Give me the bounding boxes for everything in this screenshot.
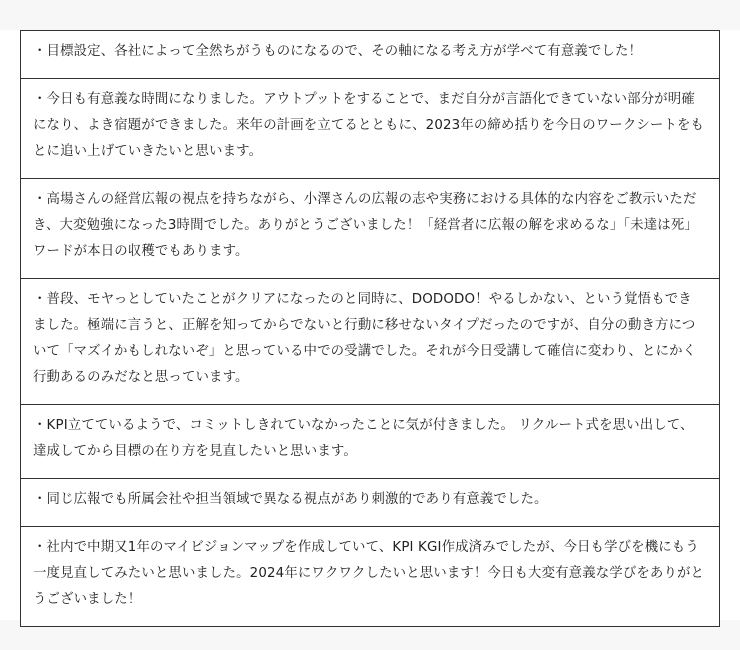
- comment-cell: ・社内で中期又1年のマイビジョンマップを作成していて、KPI KGI作成済みでしたが、今日も学びを機にもう一度見直してみたいと思いました。2024年にワクワクしたいと思います！今日も大変有意義な学びをありがとうございました！: [21, 527, 720, 627]
- table-row: [21, 279, 720, 405]
- comment-cell: ・KPI立てているようで、コミットしきれていなかったことに気が付きました。 リクルート式を思い出して、達成してから目標の在り方を見直したいと思います。: [21, 405, 720, 479]
- comment-cell: ・高場さんの経営広報の視点を持ちながら、小澤さんの広報の志や実務における具体的な内容をご教示いただき、大変勉強になった3時間でした。ありがとうございました！「経営者に広報の解を求めるな」「未達は死」ワードが本日の収穫でもあります。: [21, 179, 720, 279]
- table-row: [21, 179, 720, 279]
- comment-cell: ・目標設定、各社によって全然ちがうものになるので、その軸になる考え方が学べて有意義でした！: [21, 31, 720, 79]
- comment-cell: ・普段、モヤっとしていたことがクリアになったのと同時に、DODODO！やるしかない、という覚悟もできました。極端に言うと、正解を知ってからでないと行動に移せないタイプだったのですが、自分の動き方について「マズイかもしれないぞ」と思っている中での受講でした。それが今日受講して確信に変わり、とにかく行動あるのみだなと思っています。: [21, 279, 720, 405]
- table-row: [21, 31, 720, 79]
- table-row: [21, 479, 720, 527]
- comment-cell: ・同じ広報でも所属会社や担当領域で異なる視点があり刺激的であり有意義でした。: [21, 479, 720, 527]
- comment-cell: ・今日も有意義な時間になりました。アウトプットをすることで、まだ自分が言語化できていない部分が明確になり、よき宿題ができました。来年の計画を立てるとともに、2023年の締め括りを今日のワークシートをもとに追い上げていきたいと思います。: [21, 79, 720, 179]
- table-row: [21, 527, 720, 627]
- table-row: [21, 79, 720, 179]
- table-row: [21, 405, 720, 479]
- feedback-comments-table: [20, 30, 720, 627]
